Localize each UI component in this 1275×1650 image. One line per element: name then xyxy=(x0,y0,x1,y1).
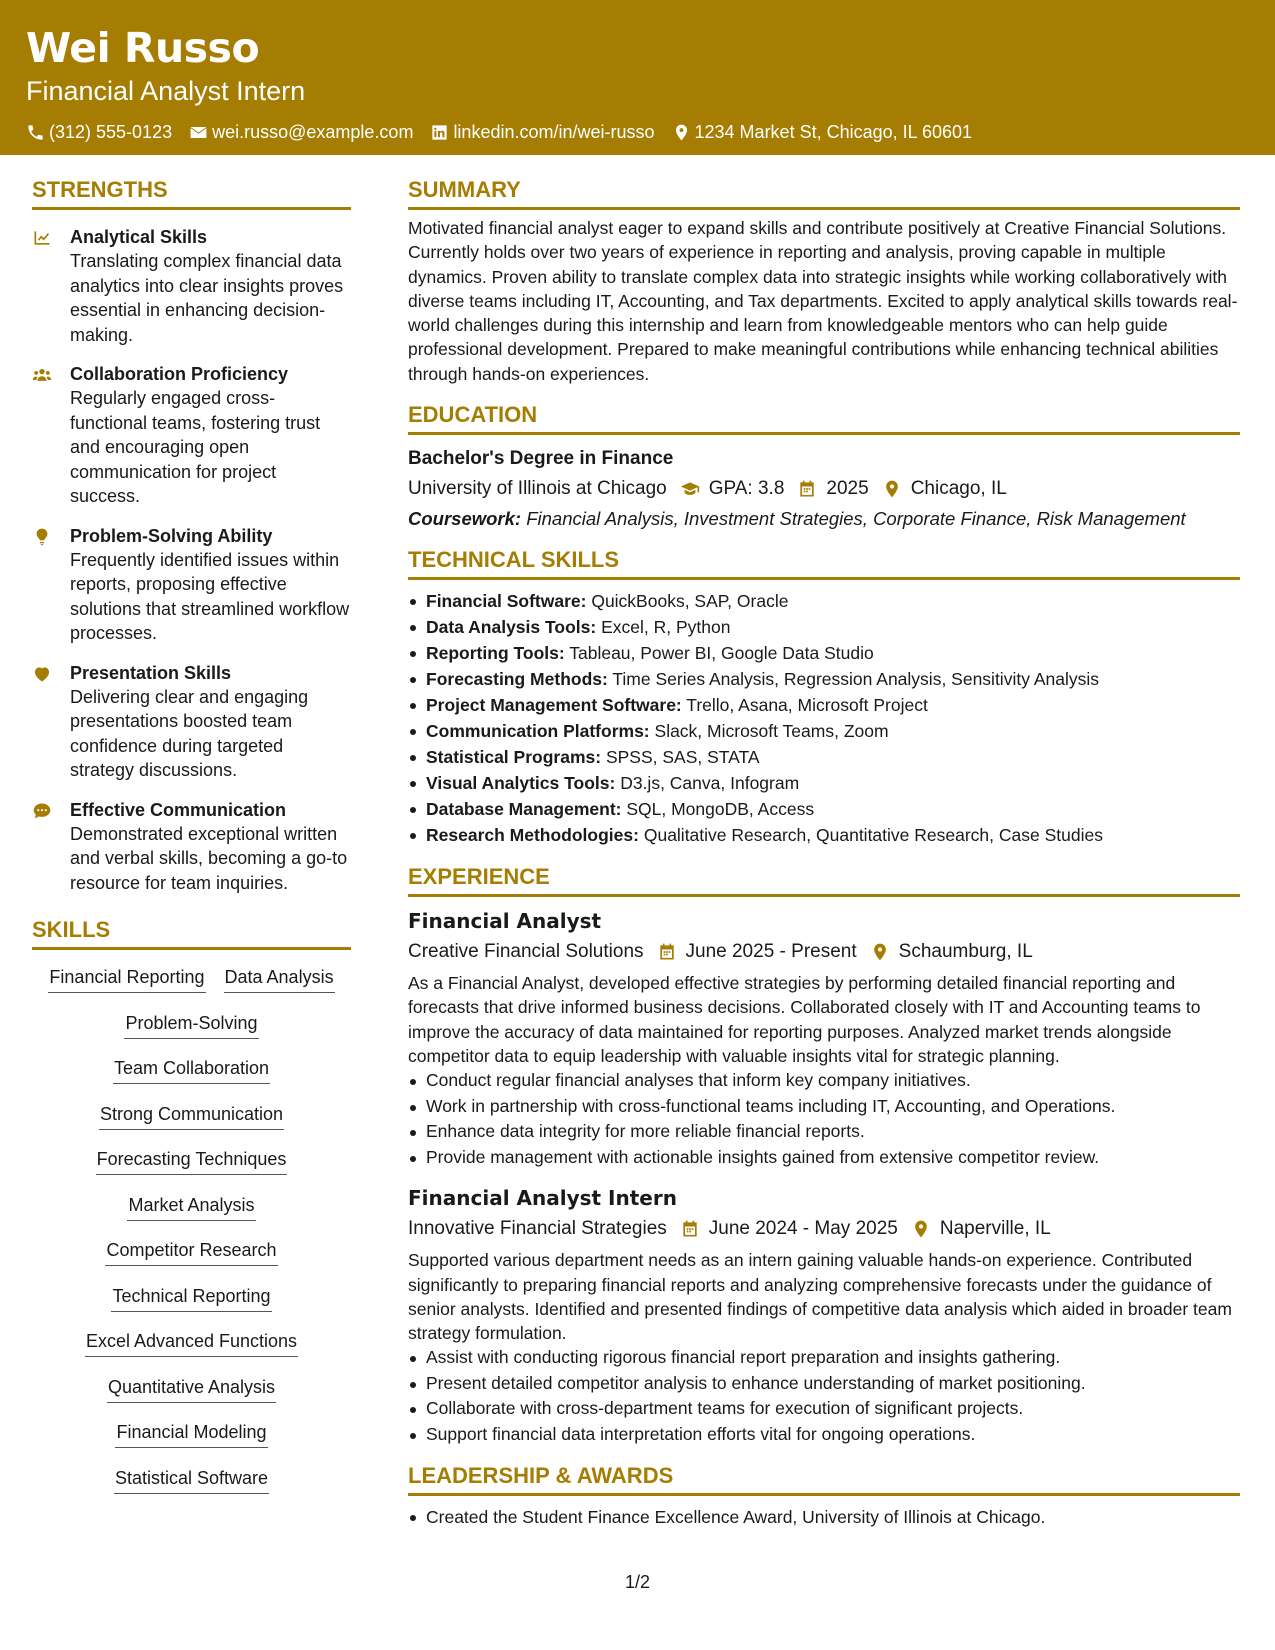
heart-icon xyxy=(32,664,52,684)
job-dates: June 2025 - Present xyxy=(685,941,857,963)
list-item: Forecasting Methods: Time Series Analysis, Regression Analysis, Sensitivity Analysis xyxy=(408,666,1240,692)
candidate-name: Wei Russo xyxy=(26,24,260,72)
job-location: Naperville, IL xyxy=(939,1218,1051,1240)
skill-tag: Team Collaboration xyxy=(113,1056,270,1084)
skill-tag: Excel Advanced Functions xyxy=(85,1329,298,1357)
address-text: 1234 Market St, Chicago, IL 60601 xyxy=(694,122,973,142)
skill-tag: Data Analysis xyxy=(224,965,335,993)
left-column xyxy=(32,175,351,1502)
contact-email[interactable] xyxy=(189,120,413,144)
skill-tag: Competitor Research xyxy=(105,1238,277,1266)
job-meta xyxy=(408,939,1240,965)
technical-skills-heading: TECHNICAL SKILLS xyxy=(408,545,1240,580)
calendar-icon xyxy=(657,942,677,962)
contact-row xyxy=(26,120,1249,144)
contact-linkedin[interactable] xyxy=(430,120,654,144)
map-marker-icon xyxy=(870,942,890,962)
calendar-icon xyxy=(797,479,817,499)
list-item: Database Management: SQL, MongoDB, Access xyxy=(408,796,1240,822)
contact-phone[interactable] xyxy=(26,120,172,144)
school-location: Chicago, IL xyxy=(910,478,1007,500)
skill-tag: Problem-Solving xyxy=(124,1011,258,1039)
education-meta xyxy=(408,476,1240,502)
users-icon xyxy=(32,365,52,385)
linkedin-text: linkedin.com/in/wei-russo xyxy=(453,122,655,142)
envelope-icon xyxy=(189,123,208,142)
list-item: Present detailed competitor analysis to enhance understanding of market positioning. xyxy=(408,1371,1240,1397)
phone-icon xyxy=(26,123,45,142)
right-column xyxy=(408,175,1240,1530)
company-name: Creative Financial Solutions xyxy=(408,941,644,963)
strength-item xyxy=(32,524,351,646)
strength-item xyxy=(32,661,351,783)
strength-title: Effective Communication xyxy=(70,799,287,820)
strength-title: Problem-Solving Ability xyxy=(70,525,273,546)
experience-heading: EXPERIENCE xyxy=(408,862,1240,897)
gpa-text: GPA: 3.8 xyxy=(708,478,785,500)
map-marker-icon xyxy=(672,123,691,142)
coursework-label: Coursework: xyxy=(408,508,522,530)
phone-text: (312) 555-0123 xyxy=(49,122,173,142)
strength-desc: Translating complex financial data analytics into clear insights proves essential in enhancing decision-making. xyxy=(70,251,344,345)
calendar-icon xyxy=(680,1219,700,1239)
coursework-text: Financial Analysis, Investment Strategies, Corporate Finance, Risk Management xyxy=(526,508,1186,530)
list-item: Support financial data interpretation efforts vital for ongoing operations. xyxy=(408,1422,1240,1448)
strength-desc: Regularly engaged cross-functional teams, fostering trust and encouraging open communication for project success. xyxy=(70,388,321,506)
resume-header xyxy=(0,0,1275,155)
skill-tag: Market Analysis xyxy=(127,1193,255,1221)
list-item: Research Methodologies: Qualitative Research, Quantitative Research, Case Studies xyxy=(408,822,1240,848)
leadership-list xyxy=(408,1504,1240,1530)
graduation-year: 2025 xyxy=(826,478,869,500)
map-marker-icon xyxy=(882,479,902,499)
page-number: 1/2 xyxy=(625,1572,651,1592)
skill-tag: Forecasting Techniques xyxy=(96,1147,288,1175)
coursework xyxy=(408,507,1240,531)
chart-line-icon xyxy=(32,228,52,248)
strength-item xyxy=(32,225,351,347)
skill-tag: Financial Modeling xyxy=(115,1420,267,1448)
job-title: Financial Analyst Intern xyxy=(408,1186,677,1211)
list-item: Provide management with actionable insights gained from extensive competitor review. xyxy=(408,1145,1240,1171)
list-item: Visual Analytics Tools: D3.js, Canva, Infogram xyxy=(408,770,1240,796)
leadership-heading: LEADERSHIP & AWARDS xyxy=(408,1461,1240,1496)
lightbulb-icon xyxy=(32,527,52,547)
list-item: Work in partnership with cross-functional teams including IT, Accounting, and Operations. xyxy=(408,1094,1240,1120)
degree-title: Bachelor's Degree in Finance xyxy=(408,448,674,470)
technical-skills-list xyxy=(408,588,1240,848)
list-item: Collaborate with cross-department teams for execution of significant projects. xyxy=(408,1396,1240,1422)
strength-title: Analytical Skills xyxy=(70,227,208,247)
graduation-cap-icon xyxy=(680,479,700,499)
summary-text: Motivated financial analyst eager to expand skills and contribute positively at Creative Financial Solutions. Currently holds over two years of experience in reporting and analysis, proving capable in multiple dynamics. Proven ability to translate complex data into strategic insights while working collaboratively with diverse teams including IT, Accounting, and Tax departments. Excited to apply analytical skills towards real-world challenges during this internship and learn from knowledgeable mentors who can help guide professional development. Prepared to make meaningful contributions while enhancing technical abilities through hands-on experiences. xyxy=(408,218,1238,384)
job-meta xyxy=(408,1216,1240,1242)
strength-desc: Delivering clear and engaging presentations boosted team confidence during targeted strategy discussions. xyxy=(70,686,309,780)
job-description: As a Financial Analyst, developed effective strategies by performing detailed financial reporting and forecasts that drive informed business decisions. Collaborated closely with IT and Accounting teams to improve the accuracy of data maintained for reporting purposes. Analyzed market trends alongside competitor data to equip leadership with valuable insights vital for strategic planning. xyxy=(408,973,1201,1066)
list-item: Created the Student Finance Excellence Award, University of Illinois at Chicago. xyxy=(408,1504,1240,1530)
list-item: Statistical Programs: SPSS, SAS, STATA xyxy=(408,744,1240,770)
list-item: Project Management Software: Trello, Asana, Microsoft Project xyxy=(408,692,1240,718)
list-item: Financial Software: QuickBooks, SAP, Oracle xyxy=(408,588,1240,614)
contact-address xyxy=(672,120,973,144)
summary-heading: SUMMARY xyxy=(408,175,1240,210)
company-name: Innovative Financial Strategies xyxy=(408,1218,667,1240)
candidate-role: Financial Analyst Intern xyxy=(26,76,306,106)
strength-desc: Demonstrated exceptional written and verbal skills, becoming a go-to resource for team inquiries. xyxy=(70,823,348,893)
skill-tag: Statistical Software xyxy=(114,1466,269,1494)
skills-heading: SKILLS xyxy=(32,915,351,950)
list-item: Assist with conducting rigorous financial report preparation and insights gathering. xyxy=(408,1345,1240,1371)
email-text: wei.russo@example.com xyxy=(212,122,414,142)
strength-title: Presentation Skills xyxy=(70,662,232,683)
job-description: Supported various department needs as an intern gaining valuable hands-on experience. Contributed significantly to preparing financial reports and analyzing comprehensive forecasts under the guidance of senior analysts. Identified and presented findings of competitive data analysis which aided in broader team strategy formulation. xyxy=(408,1250,1232,1344)
strengths-heading: STRENGTHS xyxy=(32,175,351,210)
strength-title: Collaboration Proficiency xyxy=(70,364,289,384)
list-item: Enhance data integrity for more reliable financial reports. xyxy=(408,1119,1240,1145)
list-item: Conduct regular financial analyses that inform key company initiatives. xyxy=(408,1068,1240,1094)
linkedin-icon xyxy=(430,123,449,142)
skill-tag: Technical Reporting xyxy=(111,1284,271,1312)
education-heading: EDUCATION xyxy=(408,400,1240,435)
job-dates: June 2024 - May 2025 xyxy=(708,1218,898,1240)
strength-desc: Frequently identified issues within reports, proposing effective solutions that streamlined workflow processes. xyxy=(70,549,350,643)
list-item: Communication Platforms: Slack, Microsoft Teams, Zoom xyxy=(408,718,1240,744)
job-bullets xyxy=(408,1068,1240,1170)
map-marker-icon xyxy=(911,1219,931,1239)
job-bullets xyxy=(408,1345,1240,1447)
skills-list xyxy=(32,956,351,1502)
job-location: Schaumburg, IL xyxy=(898,941,1033,963)
strength-item xyxy=(32,798,351,896)
strength-item xyxy=(32,362,351,509)
school-name: University of Illinois at Chicago xyxy=(408,478,667,500)
job-title: Financial Analyst xyxy=(408,909,602,934)
comment-dots-icon xyxy=(32,801,52,821)
skill-tag: Quantitative Analysis xyxy=(107,1375,276,1403)
skill-tag: Financial Reporting xyxy=(48,965,205,993)
skill-tag: Strong Communication xyxy=(99,1102,284,1130)
list-item: Data Analysis Tools: Excel, R, Python xyxy=(408,614,1240,640)
list-item: Reporting Tools: Tableau, Power BI, Google Data Studio xyxy=(408,640,1240,666)
